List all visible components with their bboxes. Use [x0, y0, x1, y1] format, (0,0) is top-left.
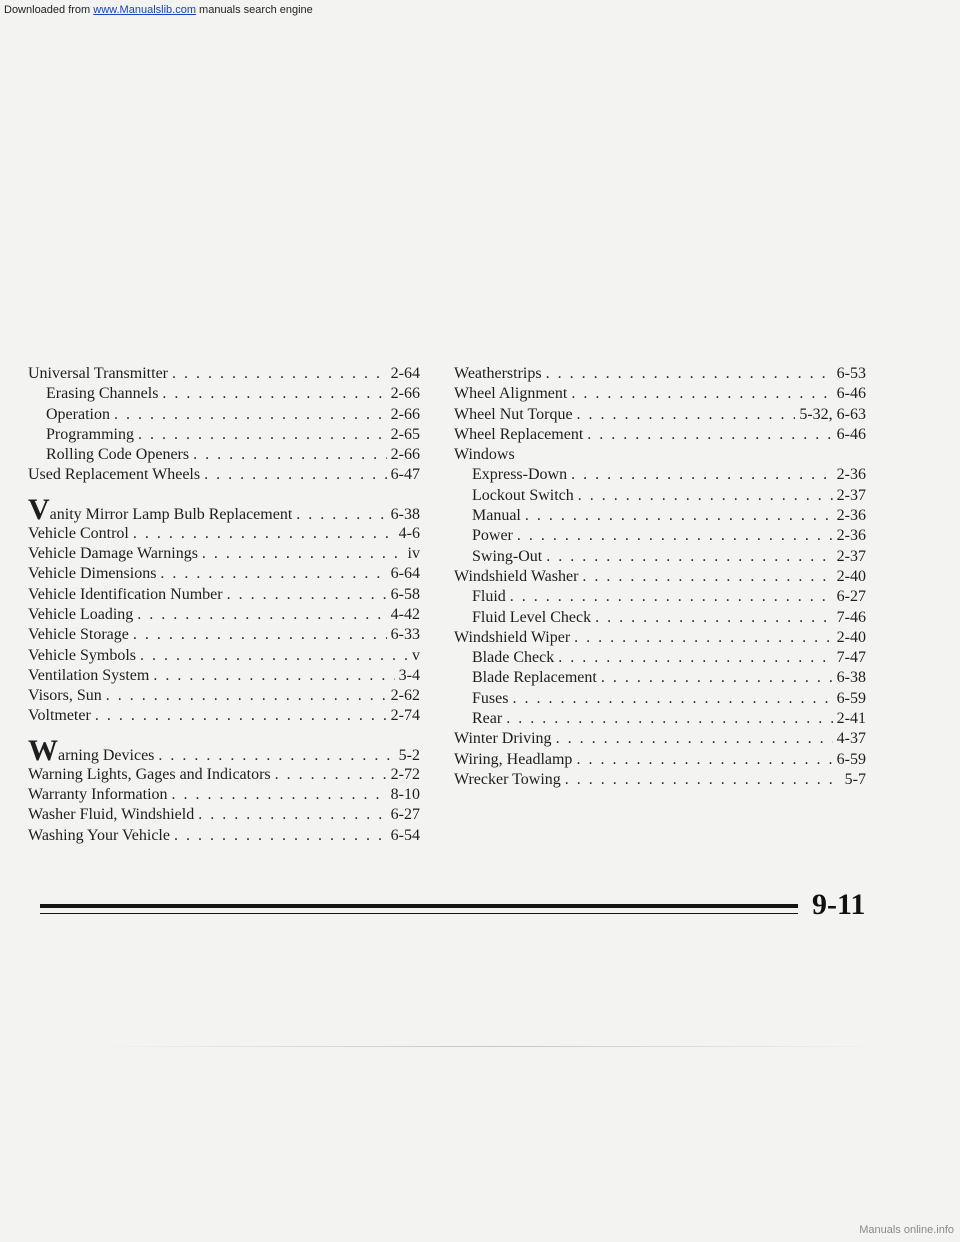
index-entry: Visors, Sun . . . 2-62	[28, 686, 420, 706]
index-subentry: Operation . . . 2-66	[28, 405, 420, 425]
index-subentry: Blade Check . . . 7-47	[454, 648, 866, 668]
index-subentry: Rear . . . 2-41	[454, 709, 866, 729]
watermark-suffix: manuals search engine	[195, 4, 313, 16]
index-entry: Weatherstrips . . . 6-53	[454, 364, 866, 384]
index-entry: Washer Fluid, Windshield . . . 6-27	[28, 805, 420, 825]
footer-rule-thin	[40, 913, 798, 914]
index-entry: Vehicle Damage Warnings . . . iv	[28, 544, 420, 564]
index-entry: Winter Driving . . . 4-37	[454, 729, 866, 749]
index-entry: Vehicle Identification Number . . . 6-58	[28, 585, 420, 605]
index-entry: Wiring, Headlamp . . . 6-59	[454, 750, 866, 770]
index-entry: Voltmeter . . . 2-74	[28, 706, 420, 726]
index-entry: Wheel Replacement . . . 6-46	[454, 425, 866, 445]
index-entry: Ventilation System . . . 3-4	[28, 666, 420, 686]
index-entry: Wheel Alignment . . . 6-46	[454, 384, 866, 404]
manualsonline-watermark: Manuals online.info	[859, 1224, 954, 1236]
index-entry: Washing Your Vehicle . . . 6-54	[28, 826, 420, 846]
section-gap	[28, 727, 420, 741]
index-entry: Universal Transmitter . . . 2-64	[28, 364, 420, 384]
index-subentry: Lockout Switch . . . 2-37	[454, 486, 866, 506]
index-entry: Vehicle Loading . . . 4-42	[28, 605, 420, 625]
index-subentry: Fluid . . . 6-27	[454, 587, 866, 607]
download-watermark	[4, 4, 313, 16]
manualslib-link[interactable]: www.Manualslib.com	[93, 4, 196, 16]
section-gap	[28, 486, 420, 500]
index-entry-section-w: Warning Devices . . . 5-2	[28, 741, 420, 765]
index-entry: Wrecker Towing . . . 5-7	[454, 770, 866, 790]
index-subentry: Power . . . 2-36	[454, 526, 866, 546]
index-column-right	[454, 364, 866, 790]
index-entry: Vehicle Control . . . 4-6	[28, 524, 420, 544]
index-entry: Windshield Wiper . . . 2-40	[454, 628, 866, 648]
index-subentry: Manual . . . 2-36	[454, 506, 866, 526]
index-subentry: Rolling Code Openers . . . 2-66	[28, 445, 420, 465]
index-column-left	[28, 364, 420, 846]
section-initial-v: V	[28, 492, 50, 526]
index-subentry: Erasing Channels . . . 2-66	[28, 384, 420, 404]
index-entry: Vehicle Storage . . . 6-33	[28, 625, 420, 645]
index-entry: Warning Lights, Gages and Indicators . . . 2-72	[28, 765, 420, 785]
footer-rule-thick	[40, 904, 798, 908]
index-entry: Used Replacement Wheels . . . 6-47	[28, 465, 420, 485]
index-entry: Warranty Information . . . 8-10	[28, 785, 420, 805]
index-subentry: Swing-Out . . . 2-37	[454, 547, 866, 567]
section-initial-w: W	[28, 733, 58, 767]
index-subentry: Programming . . . 2-65	[28, 425, 420, 445]
index-subentry: Express-Down . . . 2-36	[454, 465, 866, 485]
index-entry: Windows	[454, 446, 515, 464]
index-entry: Wheel Nut Torque . . . 5-32, 6-63	[454, 405, 866, 425]
index-subentry: Fluid Level Check . . . 7-46	[454, 608, 866, 628]
watermark-prefix: Downloaded from	[4, 4, 94, 16]
index-subentry: Fuses . . . 6-59	[454, 689, 866, 709]
index-entry: Vehicle Symbols . . . v	[28, 646, 420, 666]
index-subentry: Blade Replacement . . . 6-38	[454, 668, 866, 688]
index-entry: Vehicle Dimensions . . . 6-64	[28, 564, 420, 584]
scan-artifact-line	[90, 1046, 890, 1047]
index-entry-section-v: Vanity Mirror Lamp Bulb Replacement . . . 6-38	[28, 500, 420, 524]
index-entry: Windshield Washer . . . 2-40	[454, 567, 866, 587]
page-number: 9-11	[812, 888, 866, 921]
